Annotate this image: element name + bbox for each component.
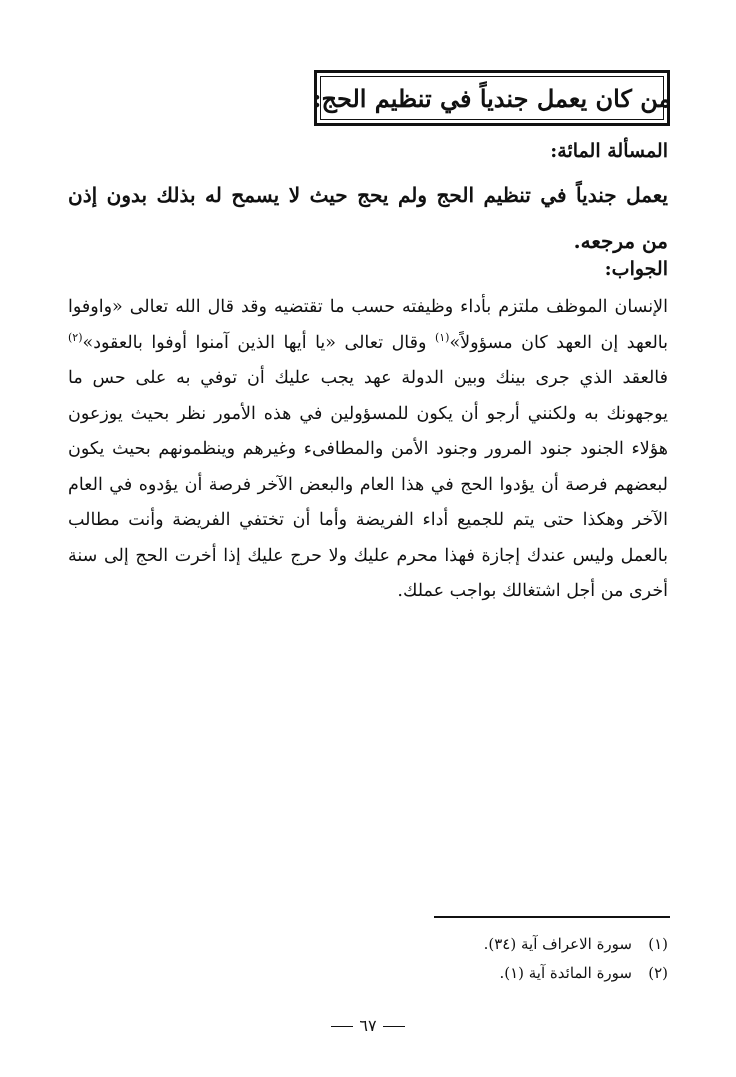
page-number-value: ٦٧ [359, 1016, 377, 1035]
answer-paragraph [68, 290, 668, 610]
footnote-ref-1: (١) [434, 330, 450, 344]
title-frame-inner [312, 76, 672, 120]
answer-label: الجواب: [604, 258, 668, 280]
question-text: يعمل جندياً في تنظيم الحج ولم يحج حيث لا يسمح له بذلك بدون إذن من مرجعه. [68, 183, 668, 253]
footnote-number: (١) [648, 935, 668, 953]
footnote-number: (٢) [648, 964, 668, 982]
footnote-text: سورة الاعراف آية (٣٤). [483, 935, 632, 953]
footnote-divider [434, 916, 670, 918]
question-label: المسألة المائة: [550, 140, 668, 162]
page-number-dash-right [383, 1026, 405, 1027]
footnote-item [484, 959, 668, 988]
footnotes [484, 930, 668, 988]
answer-text-part3: فالعقد الذي جرى بينك وبين الدولة عهد يجب عليك أن توفي به على حس ما يوجهونك به ولكنني أرجو أن يكون للمسؤولين في هذه الأمور نظر بحيث يوزعون هؤلاء الجنود جنود المرور وجنود الأمن والمطافىء وغيرهم وينظمونهم بحيث يكون لبعضهم فرصة أن يؤدوا الحج في هذا العام والبعض الآخر فرصة أن يؤدوه في العام الآخر وهكذا حتى يتم للجميع أداء الفريضة وأما أن تختفي الفريضة وأنت مطالب بالعمل وليس عندك إجازة فهذا محرم عليك ولا حرج عليك إذا أخرت الحج إلى سنة أخرى من أجل اشتغالك بواجب عملك. [68, 368, 668, 601]
answer-text-part2: وقال تعالى «يا أيها الذين آمنوا أوفوا بالعقود» [82, 332, 435, 353]
footnote-item [484, 930, 668, 959]
page-number-dash-left [331, 1026, 353, 1027]
section-title: من كان يعمل جندياً في تنظيم الحج: [312, 83, 672, 113]
page-number [0, 1016, 736, 1035]
answer-text-part1: الإنسان الموظف ملتزم بأداء وظيفته حسب ما تقتضيه وقد قال الله تعالى «واوفوا بالعهد إن العهد كان مسؤولاً» [68, 297, 668, 353]
footnote-text: سورة المائدة آية (١). [499, 964, 632, 982]
footnote-ref-2: (٢) [68, 330, 83, 344]
title-frame [314, 70, 670, 126]
